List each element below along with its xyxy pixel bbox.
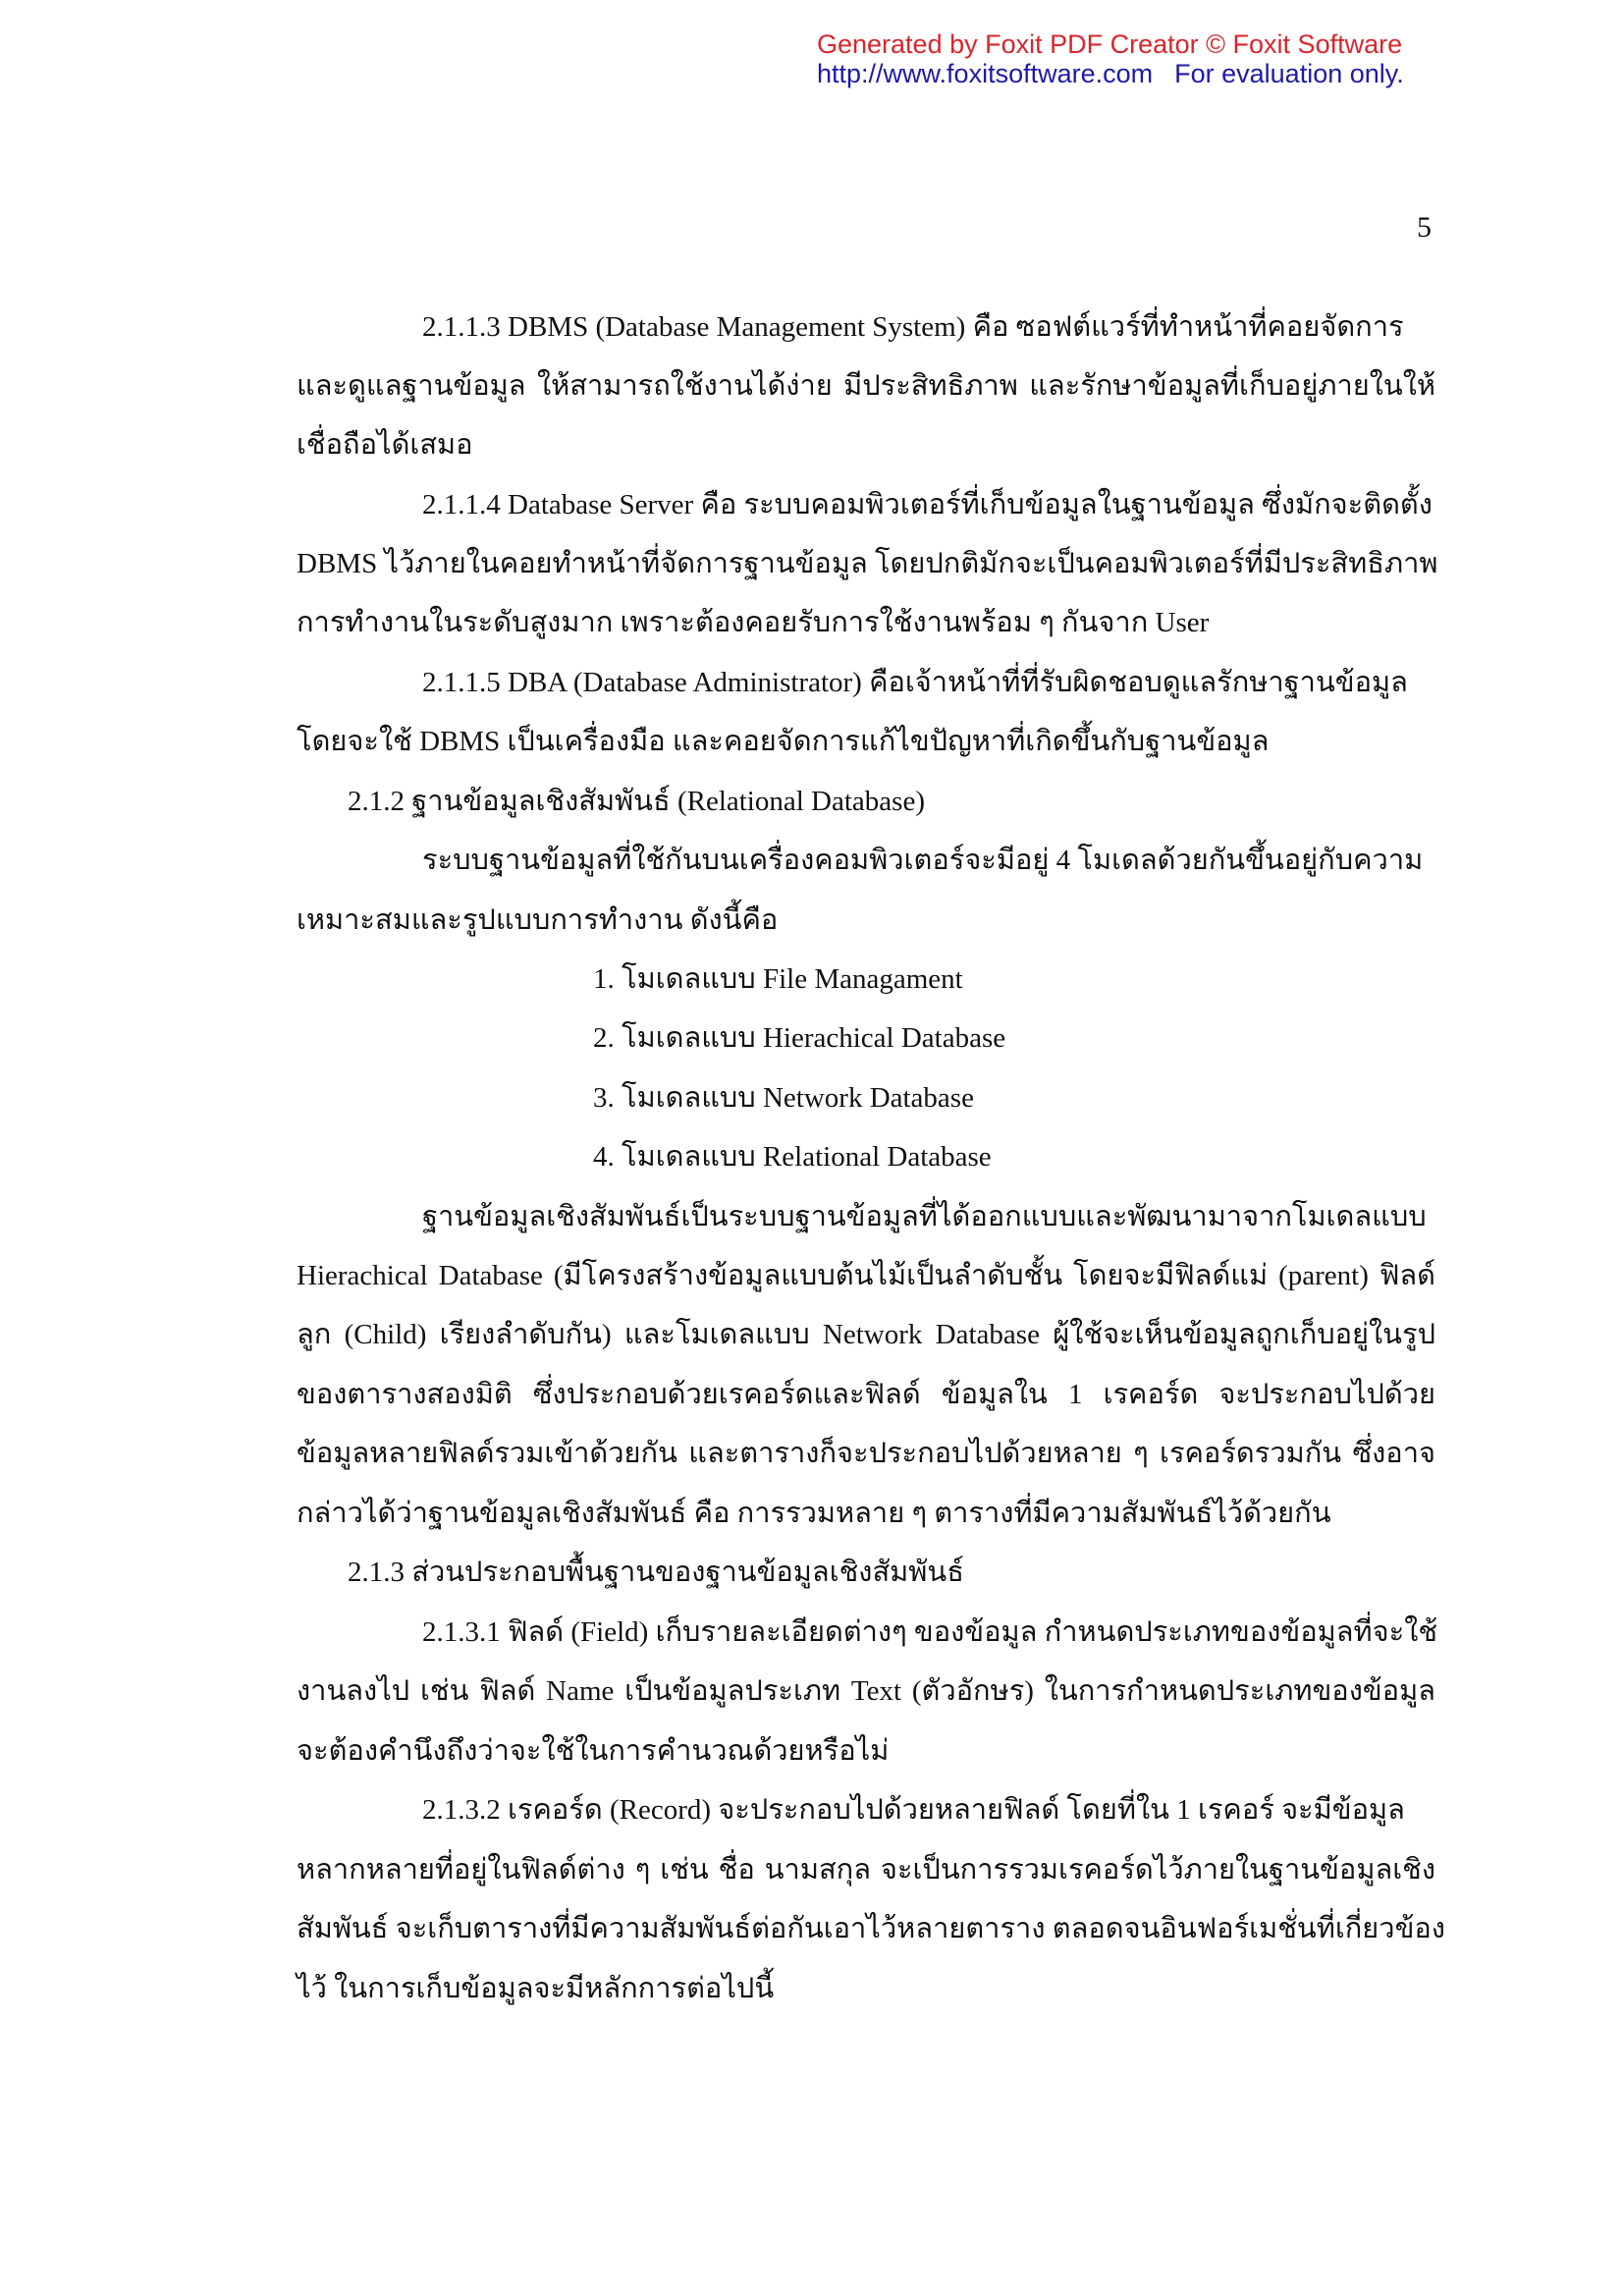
line-2132-d: ไว้ ในการเก็บข้อมูลจะมีหลักการต่อไปนี้ xyxy=(297,1973,775,2004)
list-item: 3. โมเดลแบบ Network Database xyxy=(593,1082,974,1114)
line-2132-b: หลากหลายที่อยู่ในฟิลด์ต่าง ๆ เช่น ชื่อ นามสกุล จะเป็นการรวมเรคอร์ดไว้ภายในฐานข้อมูลเชิง xyxy=(297,1854,1435,1886)
watermark-note: For evaluation only. xyxy=(1174,59,1404,88)
line-2132-c: สัมพันธ์ จะเก็บตารางที่มีความสัมพันธ์ต่อกันเอาไว้หลายตาราง ตลอดจนอินฟอร์เมชั่นที่เกี่ยวข้อง xyxy=(297,1913,1445,1944)
line-relational-e: ข้อมูลหลายฟิลด์รวมเข้าด้วยกัน และตารางก็จะประกอบไปด้วยหลาย ๆ เรคอร์ดรวมกัน ซึ่งอาจ xyxy=(297,1438,1435,1469)
line-212-intro-b: เหมาะสมและรูปแบบการทำงาน ดังนี้คือ xyxy=(297,904,779,936)
line-relational-f: กล่าวได้ว่าฐานข้อมูลเชิงสัมพันธ์ คือ การรวมหลาย ๆ ตารางที่มีความสัมพันธ์ไว้ด้วยกัน xyxy=(297,1498,1331,1529)
line-212-intro: ระบบฐานข้อมูลที่ใช้กันบนเครื่องคอมพิวเตอร์จะมีอยู่ 4 โมเดลด้วยกันขึ้นอยู่กับความ xyxy=(422,845,1424,876)
line-2114: 2.1.1.4 Database Server คือ ระบบคอมพิวเตอร์ที่เก็บข้อมูลในฐานข้อมูล ซึ่งมักจะติดตั้ง xyxy=(422,489,1433,520)
foxit-watermark xyxy=(817,29,1404,88)
line-2113-b: และดูแลฐานข้อมูล ให้สามารถใช้งานได้ง่าย มีประสิทธิภาพ และรักษาข้อมูลที่เก็บอยู่ภายในให้ xyxy=(297,370,1435,402)
watermark-url[interactable]: http://www.foxitsoftware.com xyxy=(817,59,1154,88)
watermark-line2 xyxy=(817,59,1404,88)
list-item: 1. โมเดลแบบ File Managament xyxy=(593,963,963,995)
page-number: 5 xyxy=(1417,211,1432,244)
heading-212: 2.1.2 ฐานข้อมูลเชิงสัมพันธ์ (Relational Database) xyxy=(348,786,925,817)
line-2131: 2.1.3.1 ฟิลด์ (Field) เก็บรายละเอียดต่างๆ ของข้อมูล กำหนดประเภทของข้อมูลที่จะใช้ xyxy=(422,1616,1438,1648)
watermark-line1: Generated by Foxit PDF Creator © Foxit Software xyxy=(817,29,1403,59)
line-relational-b: Hierachical Database (มีโครงสร้างข้อมูลแบบต้นไม้เป็นลำดับชั้น โดยจะมีฟิลด์แม่ (parent) ฟิลด์ xyxy=(297,1260,1435,1291)
line-2114-b: DBMS ไว้ภายในคอยทำหน้าที่จัดการฐานข้อมูล โดยปกติมักจะเป็นคอมพิวเตอร์ที่มีประสิทธิภาพ xyxy=(297,548,1438,579)
line-2114-c: การทำงานในระดับสูงมาก เพราะต้องคอยรับการใช้งานพร้อม ๆ กันจาก User xyxy=(297,607,1210,638)
line-2113-c: เชื่อถือได้เสมอ xyxy=(297,429,473,461)
line-relational-c: ลูก (Child) เรียงลำดับกัน) และโมเดลแบบ Network Database ผู้ใช้จะเห็นข้อมูลถูกเก็บอยู่ในรูป xyxy=(297,1319,1435,1350)
line-2115-b: โดยจะใช้ DBMS เป็นเครื่องมือ และคอยจัดการแก้ไขปัญหาที่เกิดขึ้นกับฐานข้อมูล xyxy=(297,726,1270,757)
line-relational: ฐานข้อมูลเชิงสัมพันธ์เป็นระบบฐานข้อมูลที่ได้ออกแบบและพัฒนามาจากโมเดลแบบ xyxy=(422,1201,1427,1232)
line-2131-b: งานลงไป เช่น ฟิลด์ Name เป็นข้อมูลประเภท Text (ตัวอักษร) ในการกำหนดประเภทของข้อมูล xyxy=(297,1675,1435,1707)
heading-213: 2.1.3 ส่วนประกอบพื้นฐานของฐานข้อมูลเชิงสัมพันธ์ xyxy=(348,1557,964,1588)
line-relational-d: ของตารางสองมิติ ซึ่งประกอบด้วยเรคอร์ดและฟิลด์ ข้อมูลใน 1 เรคอร์ด จะประกอบไปด้วย xyxy=(297,1379,1435,1410)
line-2132: 2.1.3.2 เรคอร์ด (Record) จะประกอบไปด้วยหลายฟิลด์ โดยที่ใน 1 เรคอร์ จะมีข้อมูล xyxy=(422,1794,1405,1826)
line-2113: 2.1.1.3 DBMS (Database Management System) คือ ซอฟต์แวร์ที่ทำหน้าที่คอยจัดการ xyxy=(422,311,1404,343)
list-item: 2. โมเดลแบบ Hierachical Database xyxy=(593,1022,1006,1054)
line-2131-c: จะต้องคำนึงถึงว่าจะใช้ในการคำนวณด้วยหรือไม่ xyxy=(297,1735,890,1767)
line-2115: 2.1.1.5 DBA (Database Administrator) คือเจ้าหน้าที่ที่รับผิดชอบดูแลรักษาฐานข้อมูล xyxy=(422,667,1408,698)
list-item: 4. โมเดลแบบ Relational Database xyxy=(593,1141,992,1173)
